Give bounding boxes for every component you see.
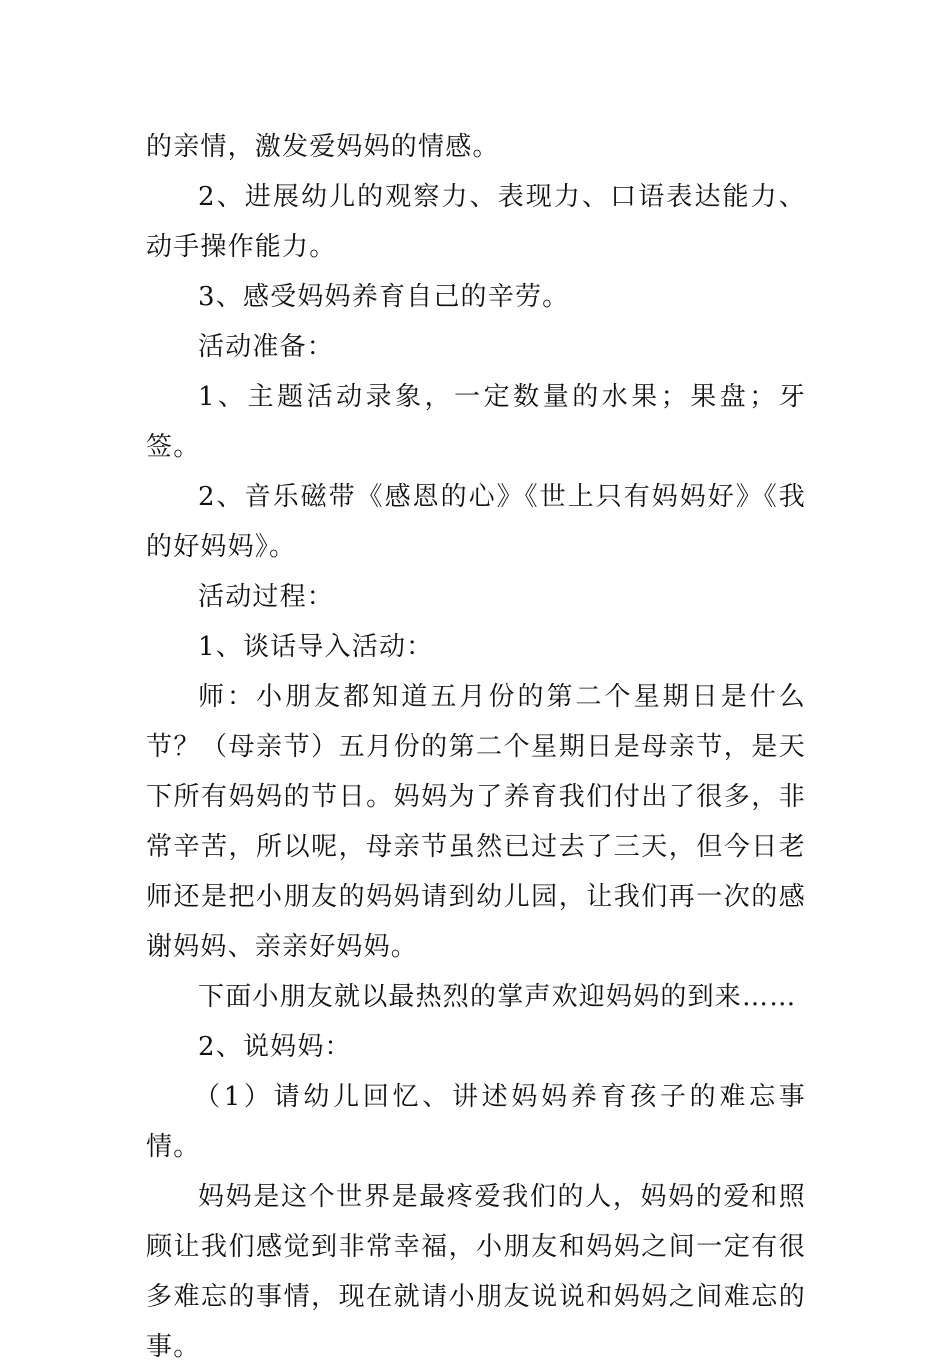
paragraph-process-1: 1、谈话导入活动： [198, 632, 434, 662]
paragraph-goal-2: 2、进展幼儿的观察力、表现力、口语表达能力、动手操作能力。 [146, 182, 806, 262]
paragraph-goal-3: 3、感受妈妈养育自己的辛劳。 [198, 282, 570, 312]
paragraph-continuation: 的亲情，激发爱妈妈的情感。 [146, 132, 500, 162]
document-body [146, 122, 806, 1372]
paragraph-preparation-1: 1、主题活动录象，一定数量的水果；果盘；牙签。 [146, 382, 806, 462]
heading-activity-process: 活动过程： [198, 582, 335, 612]
paragraph-preparation-2: 2、音乐磁带《感恩的心》《世上只有妈妈好》《我的好妈妈》。 [146, 482, 806, 562]
heading-activity-preparation: 活动准备： [198, 332, 335, 362]
paragraph-teacher-speech: 师：小朋友都知道五月份的第二个星期日是什么节？（母亲节）五月份的第二个星期日是母亲节，是天下所有妈妈的节日。妈妈为了养育我们付出了很多，非常辛苦，所以呢，母亲节虽然已过去了三天，但今日老师还是把小朋友的妈妈请到幼儿园，让我们再一次的感谢妈妈、亲亲好妈妈。 [146, 682, 806, 962]
paragraph-welcome: 下面小朋友就以最热烈的掌声欢迎妈妈的到来…… [198, 982, 797, 1012]
paragraph-process-2-item-1: （1）请幼儿回忆、讲述妈妈养育孩子的难忘事情。 [146, 1082, 806, 1162]
paragraph-mother-love: 妈妈是这个世界是最疼爱我们的人，妈妈的爱和照顾让我们感觉到非常幸福，小朋友和妈妈之间一定有很多难忘的事情，现在就请小朋友说说和妈妈之间难忘的事。 [146, 1182, 806, 1362]
paragraph-process-2: 2、说妈妈： [198, 1032, 352, 1062]
